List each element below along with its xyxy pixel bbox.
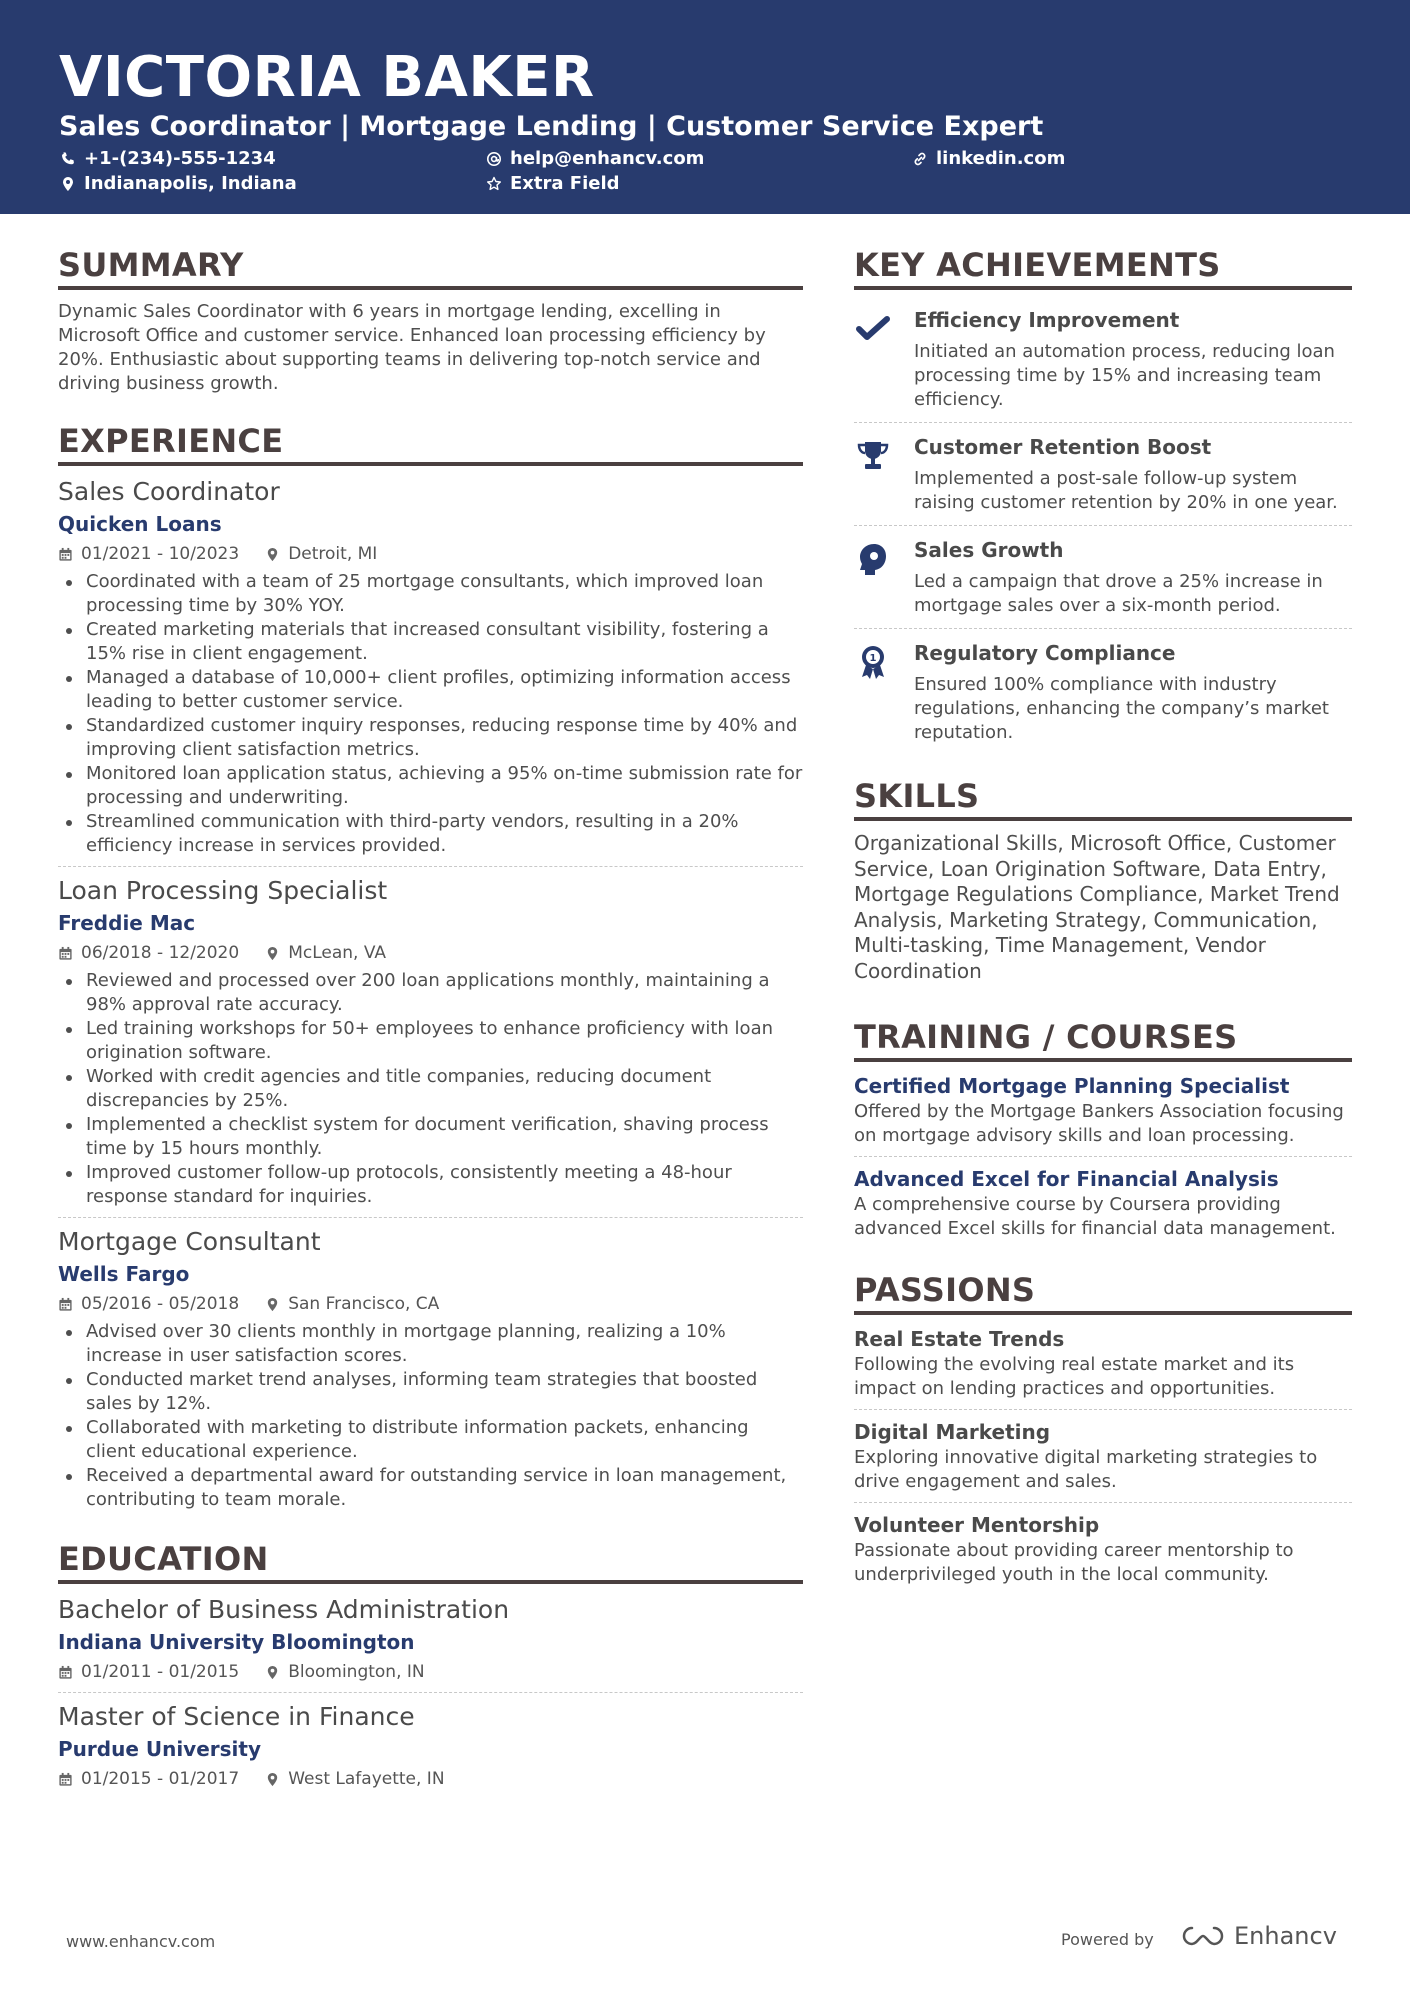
- achievement-item: [854, 427, 1352, 521]
- location-pin-icon: [265, 1297, 280, 1312]
- job-bullet: Coordinated with a team of 25 mortgage consultants, which improved loan processing time by 30% YOY.: [58, 570, 803, 618]
- job-title: Sales Coordinator: [58, 477, 280, 506]
- left-column: [58, 246, 803, 1791]
- job-bullet: Managed a database of 10,000+ client profiles, optimizing information access leading to better customer service.: [58, 666, 803, 714]
- course-title: Certified Mortgage Planning Specialist: [854, 1074, 1290, 1098]
- achievement-desc: Implemented a post-sale follow-up system raising customer retention by 20% in one year.: [914, 468, 1338, 513]
- job-location: San Francisco, CA: [288, 1294, 440, 1314]
- job-company: Wells Fargo: [58, 1262, 190, 1286]
- job-bullet: Standardized customer inquiry responses, reducing response time by 40% and improving client satisfaction metrics.: [58, 714, 803, 762]
- email-text: help@enhancv.com: [510, 148, 705, 169]
- enhancv-logo[interactable]: [1180, 1922, 1337, 1950]
- location-pin-icon: [265, 547, 280, 562]
- svg-text:1: 1: [869, 653, 877, 664]
- job-location: McLean, VA: [288, 943, 387, 963]
- medal-icon: [854, 643, 892, 681]
- job-dates: 01/2021 - 10/2023: [81, 544, 240, 564]
- job-bullets: [58, 570, 803, 858]
- achievement-title: Regulatory Compliance: [914, 641, 1176, 665]
- footer-url[interactable]: www.enhancv.com: [66, 1932, 216, 1951]
- job-bullet: Monitored loan application status, achieving a 95% on-time submission rate for processing and underwriting.: [58, 762, 803, 810]
- course-entry: [854, 1165, 1352, 1241]
- passion-desc: Passionate about providing career mentorship to underprivileged youth in the local community.: [854, 1540, 1294, 1585]
- job-entry: [58, 875, 803, 1209]
- job-bullet: Reviewed and processed over 200 loan applications monthly, maintaining a 98% approval rate accuracy.: [58, 969, 803, 1017]
- job-bullet: Improved customer follow-up protocols, consistently meeting a 48-hour response standard for inquiries.: [58, 1161, 803, 1209]
- passion-entry: [854, 1325, 1352, 1401]
- skills-text: Organizational Skills, Microsoft Office, Customer Service, Loan Origination Software, Data Entry, Mortgage Regulations Compliance, Market Trend Analysis, Marketing Strategy, Communication, Multi-tasking, Time Management, Vendor Coordination: [854, 831, 1340, 983]
- candidate-name: VICTORIA BAKER: [59, 45, 595, 110]
- passion-title: Real Estate Trends: [854, 1327, 1065, 1351]
- link-icon: [912, 151, 928, 167]
- summary-text: Dynamic Sales Coordinator with 6 years in mortgage lending, excelling in Microsoft Office and customer service. Enhanced loan processing efficiency by 20%. Enthusiastic about supporting teams in delivering top-notch service and driving business growth.: [58, 301, 766, 394]
- job-title: Loan Processing Specialist: [58, 876, 388, 905]
- contact-location: [60, 172, 297, 196]
- calendar-icon: [58, 1665, 73, 1680]
- passions-section: [854, 1271, 1352, 1587]
- location-pin-icon: [265, 946, 280, 961]
- achievements-section: [854, 246, 1352, 751]
- job-entry: [58, 476, 803, 858]
- achievement-item: [854, 530, 1352, 624]
- course-entry: [854, 1072, 1352, 1148]
- achievement-desc: Led a campaign that drove a 25% increase in mortgage sales over a six-month period.: [914, 571, 1323, 616]
- job-bullets: [58, 1320, 803, 1512]
- job-meta: [58, 542, 803, 566]
- job-dates: 05/2016 - 05/2018: [81, 1294, 240, 1314]
- right-column: [854, 246, 1352, 1587]
- experience-section: [58, 422, 803, 1512]
- education-dates: 01/2011 - 01/2015: [81, 1662, 240, 1682]
- passions-heading: PASSIONS: [854, 1271, 1352, 1315]
- job-company: Quicken Loans: [58, 512, 222, 536]
- linkedin-text: linkedin.com: [936, 148, 1066, 169]
- education-entry: [58, 1594, 803, 1684]
- education-heading: EDUCATION: [58, 1540, 803, 1584]
- achievement-title: Customer Retention Boost: [914, 435, 1212, 459]
- achievements-heading: KEY ACHIEVEMENTS: [854, 246, 1352, 290]
- experience-heading: EXPERIENCE: [58, 422, 803, 466]
- divider: [58, 866, 803, 867]
- enhancv-logo-text: Enhancv: [1234, 1922, 1337, 1950]
- education-entry: [58, 1701, 803, 1791]
- head-icon: [854, 540, 892, 578]
- divider: [854, 422, 1352, 423]
- course-desc: A comprehensive course by Coursera providing advanced Excel skills for financial data management.: [854, 1194, 1336, 1239]
- job-dates: 06/2018 - 12/2020: [81, 943, 240, 963]
- job-bullet: Conducted market trend analyses, informing team strategies that boosted sales by 12%.: [58, 1368, 803, 1416]
- divider: [854, 628, 1352, 629]
- school-name: Indiana University Bloomington: [58, 1630, 415, 1654]
- education-section: [58, 1540, 803, 1791]
- education-location: Bloomington, IN: [288, 1662, 425, 1682]
- achievement-item: [854, 633, 1352, 751]
- training-heading: TRAINING / COURSES: [854, 1018, 1352, 1062]
- passion-title: Volunteer Mentorship: [854, 1513, 1100, 1537]
- education-location: West Lafayette, IN: [288, 1769, 445, 1789]
- at-icon: [486, 151, 502, 167]
- training-section: [854, 1018, 1352, 1241]
- job-bullet: Collaborated with marketing to distribute information packets, enhancing client educational experience.: [58, 1416, 803, 1464]
- achievement-desc: Initiated an automation process, reducing loan processing time by 15% and increasing team efficiency.: [914, 341, 1335, 410]
- calendar-icon: [58, 547, 73, 562]
- contact-phone[interactable]: [60, 147, 276, 171]
- candidate-title: Sales Coordinator | Mortgage Lending | Customer Service Expert: [59, 111, 1044, 142]
- summary-heading: SUMMARY: [58, 246, 803, 290]
- education-dates: 01/2015 - 01/2017: [81, 1769, 240, 1789]
- divider: [854, 1156, 1352, 1157]
- achievement-title: Sales Growth: [914, 538, 1064, 562]
- job-entry: [58, 1226, 803, 1512]
- school-name: Purdue University: [58, 1737, 261, 1761]
- job-location: Detroit, MI: [288, 544, 378, 564]
- check-icon: [854, 310, 892, 348]
- calendar-icon: [58, 946, 73, 961]
- job-bullet: Advised over 30 clients monthly in mortgage planning, realizing a 10% increase in user satisfaction scores.: [58, 1320, 803, 1368]
- job-meta: [58, 1292, 803, 1316]
- job-title: Mortgage Consultant: [58, 1227, 321, 1256]
- divider: [58, 1217, 803, 1218]
- divider: [58, 1692, 803, 1693]
- divider: [854, 1502, 1352, 1503]
- location-pin-icon: [265, 1772, 280, 1787]
- extra-text: Extra Field: [510, 173, 620, 194]
- trophy-icon: [854, 437, 892, 475]
- location-pin-icon: [60, 176, 76, 192]
- contact-extra: [486, 172, 620, 196]
- skills-section: [854, 777, 1352, 984]
- passion-title: Digital Marketing: [854, 1420, 1051, 1444]
- job-bullet: Worked with credit agencies and title companies, reducing document discrepancies by 25%.: [58, 1065, 803, 1113]
- achievement-item: [854, 300, 1352, 418]
- course-title: Advanced Excel for Financial Analysis: [854, 1167, 1279, 1191]
- degree-title: Bachelor of Business Administration: [58, 1595, 510, 1624]
- job-meta: [58, 941, 803, 965]
- course-desc: Offered by the Mortgage Bankers Association focusing on mortgage advisory skills and loan processing.: [854, 1101, 1344, 1146]
- phone-text: +1-(234)-555-1234: [84, 148, 276, 169]
- job-bullet: Implemented a checklist system for document verification, shaving process time by 15 hours monthly.: [58, 1113, 803, 1161]
- location-pin-icon: [265, 1665, 280, 1680]
- calendar-icon: [58, 1772, 73, 1787]
- job-bullet: Created marketing materials that increased consultant visibility, fostering a 15% rise in client engagement.: [58, 618, 803, 666]
- job-bullet: Received a departmental award for outstanding service in loan management, contributing to team morale.: [58, 1464, 803, 1512]
- contact-email[interactable]: [486, 147, 704, 171]
- summary-section: [58, 246, 803, 396]
- job-bullet: Led training workshops for 50+ employees to enhance proficiency with loan origination software.: [58, 1017, 803, 1065]
- skills-heading: SKILLS: [854, 777, 1352, 821]
- enhancv-logo-icon: [1180, 1924, 1226, 1948]
- achievement-desc: Ensured 100% compliance with industry regulations, enhancing the company’s market reputation.: [914, 674, 1329, 743]
- job-bullets: [58, 969, 803, 1209]
- passion-entry: [854, 1418, 1352, 1494]
- location-text: Indianapolis, Indiana: [84, 173, 297, 194]
- passion-entry: [854, 1511, 1352, 1587]
- job-company: Freddie Mac: [58, 911, 196, 935]
- passion-desc: Exploring innovative digital marketing strategies to drive engagement and sales.: [854, 1447, 1318, 1492]
- job-bullet: Streamlined communication with third-party vendors, resulting in a 20% efficiency increase in services provided.: [58, 810, 803, 858]
- divider: [854, 1409, 1352, 1410]
- education-meta: [58, 1660, 803, 1684]
- achievement-title: Efficiency Improvement: [914, 308, 1180, 332]
- calendar-icon: [58, 1297, 73, 1312]
- passion-desc: Following the evolving real estate market and its impact on lending practices and opportunities.: [854, 1354, 1295, 1399]
- footer-powered-by: Powered by: [1061, 1930, 1154, 1949]
- divider: [854, 525, 1352, 526]
- contact-linkedin[interactable]: [912, 147, 1065, 171]
- degree-title: Master of Science in Finance: [58, 1702, 415, 1731]
- header-banner: [0, 0, 1410, 214]
- phone-icon: [60, 151, 76, 167]
- education-meta: [58, 1767, 803, 1791]
- star-icon: [486, 176, 502, 192]
